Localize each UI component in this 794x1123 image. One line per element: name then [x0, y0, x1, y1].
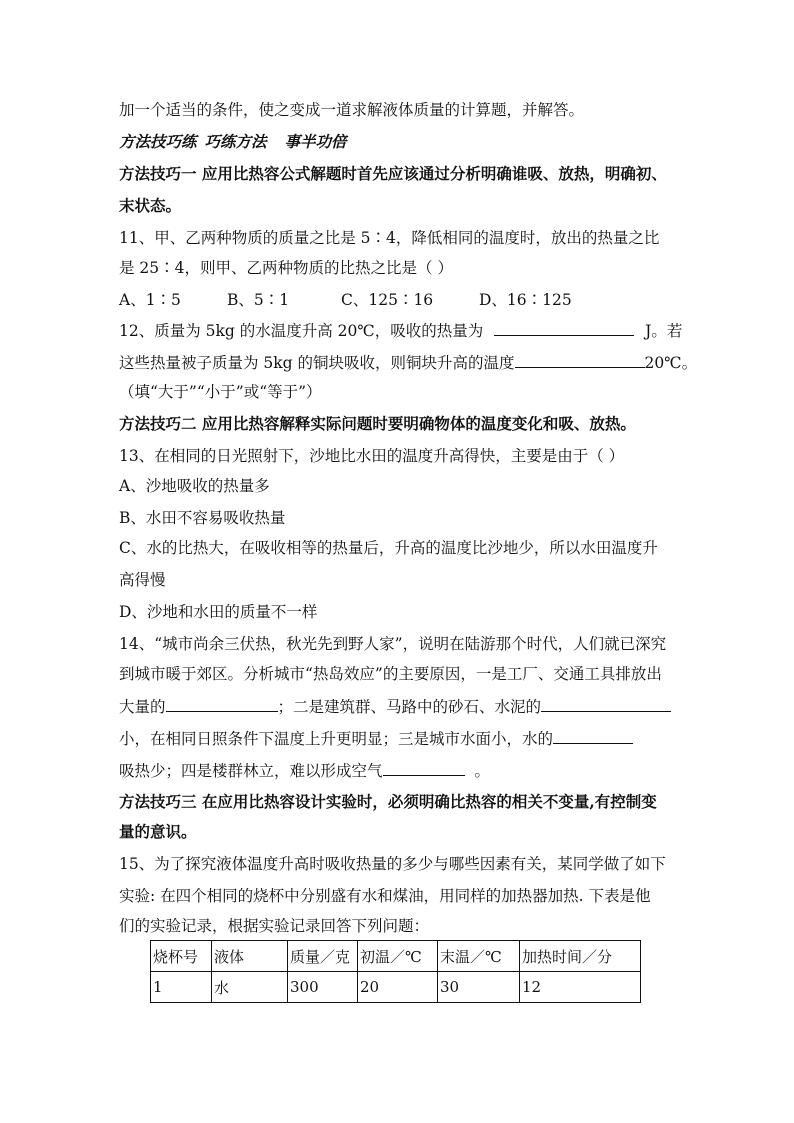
- q14-answer-blank-2[interactable]: [541, 695, 671, 712]
- q11-line2: 是 25∶4，则甲、乙两种物质的比热之比是（ ）: [119, 259, 453, 277]
- q14-line5-end: 。: [474, 762, 491, 780]
- tip1-line1: 方法技巧一 应用比热容公式解题时首先应该通过分析明确谁吸、放热，明确初、: [119, 164, 667, 183]
- table-cell: 水: [212, 972, 288, 1003]
- table-row: [151, 972, 641, 1003]
- q14-line2: 到城市暖于郊区。分析城市“热岛效应”的主要原因，一是工厂、交通工具排放出: [119, 665, 662, 683]
- q12-line2: [119, 351, 697, 374]
- section-header-part2: 巧练方法: [204, 132, 267, 151]
- q13-stem: 13、在相同的日光照射下，沙地比水田的温度升高得快，主要是由于（ ）: [119, 447, 625, 465]
- q14-line3: [119, 695, 671, 718]
- table-header-row: [151, 941, 641, 972]
- section-header: [119, 131, 347, 153]
- table-cell: 20: [358, 972, 438, 1003]
- q13-option-a: A、沙地吸收的热量多: [119, 477, 270, 495]
- q12-answer-blank-heat[interactable]: [494, 319, 634, 336]
- section-header-part1: 方法技巧练: [119, 132, 197, 151]
- tip2: 方法技巧二 应用比热容解释实际问题时要明确物体的温度变化和吸、放热。: [119, 414, 636, 433]
- q14-line1: 14、“城市尚余三伏热，秋光先到野人家”，说明在陆游那个时代，人们就已深究: [119, 635, 667, 653]
- table-header-cell: 质量／克: [288, 941, 358, 972]
- q11-option-c: C、125∶16: [341, 291, 434, 309]
- q11-option-a: A、1∶5: [119, 291, 181, 309]
- q12-line2-end: 20℃。: [644, 354, 698, 372]
- q14-line5: [119, 759, 490, 782]
- q12-line1-unit: J。若: [645, 322, 683, 340]
- q13-option-d: D、沙地和水田的质量不一样: [119, 603, 318, 621]
- q13-option-c-line2: 高得慢: [119, 571, 166, 589]
- q14-line4: [119, 727, 633, 750]
- q12-line3: （填“大于”“小于”或“等于”）: [119, 383, 322, 401]
- table-header-cell: 初温／℃: [358, 941, 438, 972]
- tip1-line2: 末状态。: [119, 196, 182, 215]
- q13-option-c-line1: C、水的比热大，在吸收相等的热量后，升高的温度比沙地少，所以水田温度升: [119, 539, 658, 557]
- q11-option-d: D、16∶125: [479, 291, 572, 309]
- q11-option-b: B、5∶1: [227, 291, 290, 309]
- q14-line3-text: 大量的: [119, 698, 166, 716]
- table-cell: 1: [151, 972, 212, 1003]
- q14-answer-blank-3[interactable]: [553, 727, 633, 744]
- q14-answer-blank-4[interactable]: [383, 759, 465, 776]
- table-cell: 30: [438, 972, 520, 1003]
- q12-line1: [119, 319, 682, 342]
- q15-line2: 实验: 在四个相同的烧杯中分别盛有水和煤油，用同样的加热器加热. 下表是他: [119, 887, 651, 905]
- q13-option-b: B、水田不容易吸收热量: [119, 509, 286, 527]
- intro-text: 加一个适当的条件，使之变成一道求解液体质量的计算题，并解答。: [119, 101, 585, 119]
- q12-line2-text: 这些热量被子质量为 5kg 的铜块吸收，则铜块升高的温度: [119, 354, 515, 372]
- table-cell: 300: [288, 972, 358, 1003]
- q11-options: [119, 289, 572, 311]
- q15-line1: 15、为了探究液体温度升高时吸收热量的多少与哪些因素有关，某同学做了如下: [119, 855, 666, 873]
- tip3-line2: 量的意识。: [119, 822, 197, 841]
- q11-line1: 11、甲、乙两种物质的质量之比是 5∶4，降低相同的温度时，放出的热量之比: [119, 229, 660, 247]
- experiment-table: [150, 940, 641, 1003]
- q14-line5-text: 吸热少；四是楼群林立，难以形成空气: [119, 762, 383, 780]
- table-header-cell: 烧杯号: [151, 941, 212, 972]
- section-header-part3: 事半功倍: [284, 132, 347, 151]
- tip3-line1: 方法技巧三 在应用比热容设计实验时，必须明确比热容的相关不变量,有控制变: [119, 792, 657, 811]
- table-header-cell: 液体: [212, 941, 288, 972]
- q14-answer-blank-1[interactable]: [166, 695, 278, 712]
- q12-answer-blank-compare[interactable]: [515, 351, 645, 368]
- q14-line3-text2: ；二是建筑群、马路中的砂石、水泥的: [277, 698, 542, 716]
- table-header-cell: 加热时间／分: [520, 941, 641, 972]
- q12-line1-text: 12、质量为 5kg 的水温度升高 20℃，吸收的热量为: [119, 322, 484, 340]
- table-cell: 12: [520, 972, 641, 1003]
- table-header-cell: 末温／℃: [438, 941, 520, 972]
- q15-line3: 们的实验记录，根据实验记录回答下列问题：: [119, 917, 430, 935]
- q14-line4-text: 小，在相同日照条件下温度上升更明显；三是城市水面小，水的: [119, 730, 554, 748]
